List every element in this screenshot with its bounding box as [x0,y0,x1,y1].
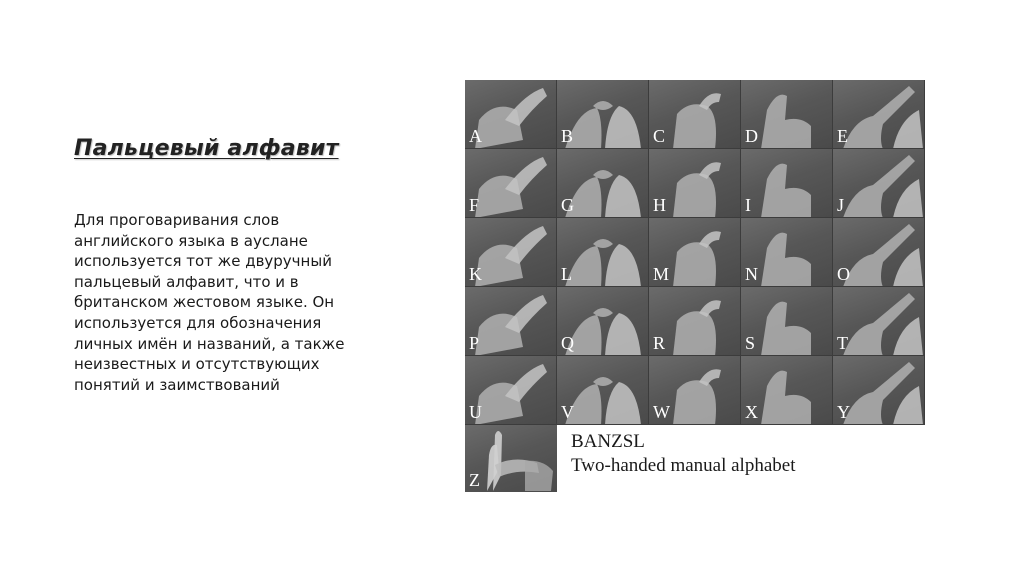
sign-letter: A [469,126,482,146]
hand-sign-illustration [741,149,833,218]
sign-cell-x [741,356,833,425]
sign-letter: P [469,333,480,353]
body-line: понятий и заимствований [74,375,280,394]
fingerspelling-alphabet-image [465,80,925,492]
sign-letter: B [561,126,574,146]
sign-letter: U [469,402,482,422]
sign-cell-c [649,80,741,149]
sign-letter: C [653,126,666,146]
body-line: используется тот же двуручный [74,252,332,271]
sign-cell-v [557,356,649,425]
sign-letter: K [469,264,482,284]
sign-letter: S [745,333,756,353]
sign-cell-p [465,287,557,356]
sign-cell-u [465,356,557,425]
sign-letter: X [745,402,758,422]
sign-letter: T [837,333,848,353]
sign-grid [465,80,925,425]
body-paragraph [74,210,404,395]
body-line: неизвестных и отсутствующих [74,355,320,374]
sign-letter: D [745,126,758,146]
sign-cell-g [557,149,649,218]
sign-cell-f [465,149,557,218]
sign-letter: Q [561,333,574,353]
sign-letter: N [745,264,758,284]
sign-cell-j [833,149,925,218]
sign-letter: I [745,195,751,215]
sign-letter: Y [837,402,850,422]
sign-letter: G [561,195,574,215]
sign-cell-a [465,80,557,149]
sign-cell-l [557,218,649,287]
sign-letter: E [837,126,848,146]
sign-cell-d [741,80,833,149]
sign-cell-n [741,218,833,287]
body-line: британском жестовом языке. Он [74,293,335,312]
body-line: английского языка в ауслане [74,231,308,250]
sign-cell-b [557,80,649,149]
sign-letter: J [837,195,845,215]
sign-letter: M [653,264,670,284]
caption-title: BANZSL [571,431,645,452]
sign-cell-r [649,287,741,356]
sign-cell-y [833,356,925,425]
sign-letter: V [561,402,574,422]
sign-cell-e [833,80,925,149]
sign-cell-q [557,287,649,356]
sign-cell-s [741,287,833,356]
sign-cell-t [833,287,925,356]
sign-cell-w [649,356,741,425]
sign-letter: F [469,195,480,215]
body-line: пальцевый алфавит, что и в [74,272,299,291]
sign-letter: Z [469,470,480,490]
sign-letter: W [653,402,670,422]
sign-cell-o [833,218,925,287]
caption-subtitle: Two-handed manual alphabet [571,455,796,476]
body-line: личных имён и названий, а также [74,334,345,353]
sign-cell-k [465,218,557,287]
sign-cell-h [649,149,741,218]
body-line: Для проговаривания слов [74,211,280,229]
figure-caption [571,430,795,478]
sign-letter: O [837,264,850,284]
sign-cell-m [649,218,741,287]
sign-cell-z [465,425,557,492]
sign-letter: L [561,264,572,284]
sign-cell-i [741,149,833,218]
sign-letter: R [653,333,666,353]
body-line: используется для обозначения [74,313,322,332]
hand-sign-illustration [833,149,925,218]
slide-title: Пальцевый алфавит [74,136,339,161]
sign-letter: H [653,195,666,215]
